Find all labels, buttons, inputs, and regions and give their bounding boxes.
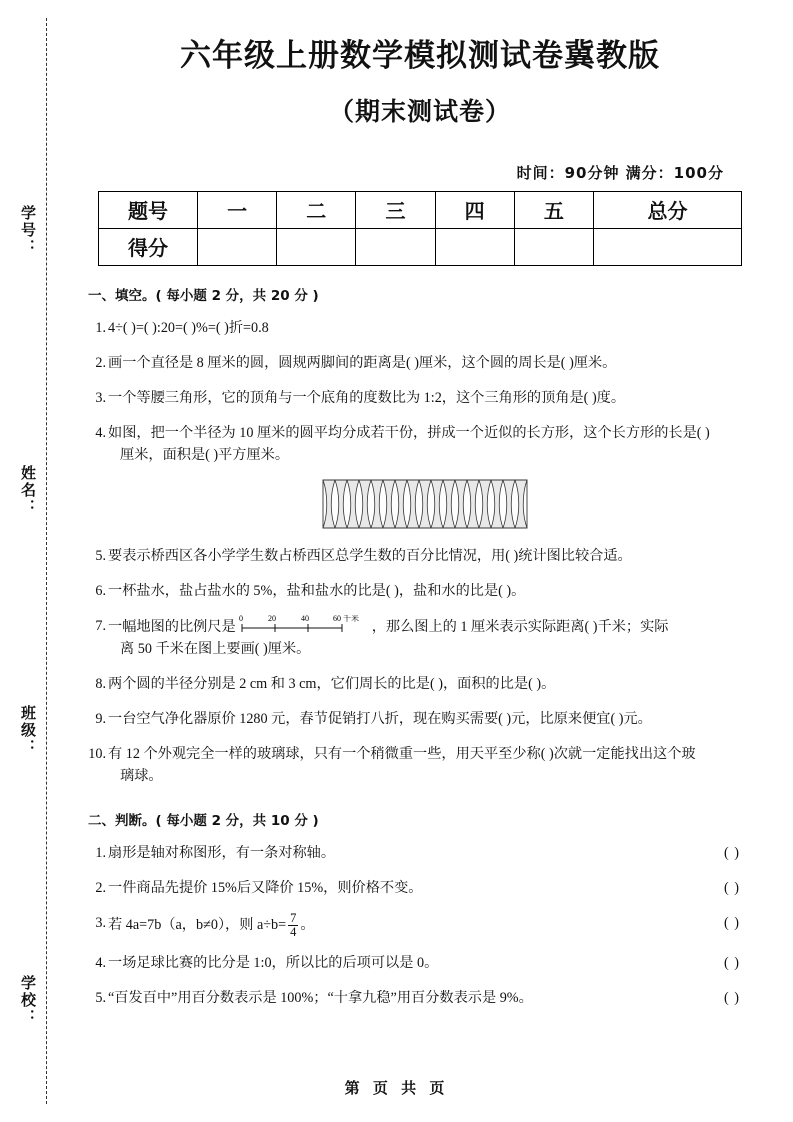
answer-bracket[interactable]: ( ) bbox=[724, 914, 740, 931]
question-number: 5. bbox=[95, 990, 106, 1007]
question-number: 6. bbox=[95, 582, 106, 599]
question-number: 1. bbox=[95, 319, 106, 336]
question-text: 画一个直径是 8 厘米的圆，圆规两脚间的距离是( )厘米，这个圆的周长是( )厘米。 bbox=[108, 354, 617, 371]
question-text: 一场足球比赛的比分是 1:0，所以比的后项可以是 0。 bbox=[108, 955, 439, 972]
fraction-numerator: 7 bbox=[290, 910, 297, 925]
circle-cut-rectangle-figure bbox=[315, 476, 540, 532]
question-number: 8. bbox=[95, 675, 106, 692]
fraction-denominator: 4 bbox=[290, 924, 297, 939]
scale-label-20: 20 bbox=[267, 614, 276, 623]
page-footer: 第 页 共 页 bbox=[344, 1079, 449, 1097]
question-item bbox=[95, 387, 746, 409]
question-number: 4. bbox=[95, 955, 106, 972]
worksheet-content bbox=[70, 0, 770, 1009]
question-number: 4. bbox=[95, 424, 106, 441]
question-number: 7. bbox=[95, 617, 106, 634]
answer-bracket[interactable]: ( ) bbox=[724, 990, 740, 1007]
side-label-school: 学校： bbox=[19, 975, 37, 1026]
section-heading-fill-blank: 一、填空。( 每小题 2 分，共 20 分 ) bbox=[88, 287, 319, 304]
scale-bar-figure bbox=[238, 615, 370, 637]
question-item bbox=[95, 952, 746, 974]
col-header-total: 总分 bbox=[593, 191, 741, 228]
question-text: 扇形是轴对称图形，有一条对称轴。 bbox=[108, 844, 336, 861]
score-cell-4[interactable] bbox=[435, 228, 514, 265]
score-cell-3[interactable] bbox=[356, 228, 435, 265]
question-item bbox=[95, 545, 746, 567]
side-label-name: 姓名： bbox=[19, 465, 37, 516]
question-item bbox=[95, 877, 746, 899]
question-text-after: 。 bbox=[300, 916, 315, 933]
question-number: 2. bbox=[95, 879, 106, 896]
question-text: 一件商品先提价 15%后又降价 15%，则价格不变。 bbox=[108, 879, 423, 896]
col-header-2: 二 bbox=[277, 191, 356, 228]
score-cell-2[interactable] bbox=[277, 228, 356, 265]
answer-bracket[interactable]: ( ) bbox=[724, 879, 740, 896]
table-row-scores bbox=[99, 228, 742, 265]
question-text: 有 12 个外观完全一样的玻璃球，只有一个稍微重一些，用天平至少称( )次就一定能找出这个玻 bbox=[108, 745, 696, 762]
question-text: 两个圆的半径分别是 2 cm 和 3 cm，它们周长的比是( )，面积的比是( )。 bbox=[108, 675, 556, 692]
question-text-continued: 离 50 千米在图上要画( )厘米。 bbox=[120, 640, 311, 657]
section-heading-true-false: 二、判断。( 每小题 2 分，共 10 分 ) bbox=[88, 812, 319, 829]
side-label-class: 班级： bbox=[19, 705, 37, 756]
col-header-3: 三 bbox=[356, 191, 435, 228]
question-text: 一幅地图的比例尺是 bbox=[108, 618, 236, 635]
exam-info: 时间：90分钟 满分：100分 bbox=[516, 163, 724, 182]
question-number: 3. bbox=[95, 389, 106, 406]
question-item bbox=[95, 987, 746, 1009]
question-text: 一台空气净化器原价 1280 元，春节促销打八折，现在购买需要( )元，比原来便宜( )元。 bbox=[108, 710, 652, 727]
col-header-1: 一 bbox=[198, 191, 277, 228]
scale-label-40: 40 bbox=[300, 614, 309, 623]
row-label-score: 得分 bbox=[99, 228, 198, 265]
question-item bbox=[95, 842, 746, 864]
question-text: 一个等腰三角形，它的顶角与一个底角的度数比为 1:2，这个三角形的顶角是( )度。 bbox=[108, 389, 626, 406]
question-number: 10. bbox=[88, 745, 106, 762]
question-item bbox=[95, 708, 746, 730]
side-label-student-id: 学号： bbox=[19, 205, 37, 256]
answer-bracket[interactable]: ( ) bbox=[724, 844, 740, 861]
question-text-continued: 璃球。 bbox=[120, 767, 163, 784]
question-text: 要表示桥西区各小学学生数占桥西区总学生数的百分比情况，用( )统计图比较合适。 bbox=[108, 547, 632, 564]
question-item bbox=[95, 352, 746, 374]
question-item bbox=[95, 910, 746, 939]
question-item bbox=[95, 422, 746, 532]
row-label-question-number: 题号 bbox=[99, 191, 198, 228]
col-header-5: 五 bbox=[514, 191, 593, 228]
question-number: 2. bbox=[95, 354, 106, 371]
question-text: 一杯盐水，盐占盐水的 5%，盐和盐水的比是( )，盐和水的比是( )。 bbox=[108, 582, 526, 599]
question-text: 如图，把一个半径为 10 厘米的圆平均分成若干份，拼成一个近似的长方形，这个长方形的长是( ) bbox=[108, 424, 710, 441]
table-row-question-numbers bbox=[99, 191, 742, 228]
side-labels bbox=[14, 0, 48, 1122]
score-cell-total[interactable] bbox=[593, 228, 741, 265]
question-item bbox=[88, 743, 746, 787]
answer-bracket[interactable]: ( ) bbox=[724, 955, 740, 972]
col-header-4: 四 bbox=[435, 191, 514, 228]
fraction bbox=[288, 912, 298, 939]
page-title: 六年级上册数学模拟测试卷冀教版 bbox=[180, 38, 660, 74]
page-subtitle: （期末测试卷） bbox=[328, 96, 511, 126]
question-item bbox=[95, 317, 746, 339]
question-list-fill-blank bbox=[70, 317, 770, 787]
question-text: “百发百中”用百分数表示是 100%；“十拿九稳”用百分数表示是 9%。 bbox=[108, 990, 533, 1007]
question-item bbox=[95, 614, 746, 660]
question-text-after: ，那么图上的 1 厘米表示实际距离( )千米；实际 bbox=[371, 618, 669, 635]
score-table bbox=[98, 191, 742, 266]
question-number: 1. bbox=[95, 844, 106, 861]
question-number: 3. bbox=[95, 914, 106, 931]
question-item bbox=[95, 673, 746, 695]
question-list-true-false bbox=[70, 842, 770, 1009]
question-text: 4÷( )=( ):20=( )%=( )折=0.8 bbox=[108, 319, 269, 336]
score-cell-5[interactable] bbox=[514, 228, 593, 265]
question-item bbox=[95, 580, 746, 602]
question-text-continued: 厘米，面积是( )平方厘米。 bbox=[120, 446, 290, 463]
question-number: 5. bbox=[95, 547, 106, 564]
question-number: 9. bbox=[95, 710, 106, 727]
scale-label-60: 60 千米 bbox=[332, 614, 359, 623]
question-text: 若 4a=7b（a，b≠0），则 a÷b= bbox=[108, 916, 287, 933]
scale-label-0: 0 bbox=[238, 614, 243, 623]
score-cell-1[interactable] bbox=[198, 228, 277, 265]
